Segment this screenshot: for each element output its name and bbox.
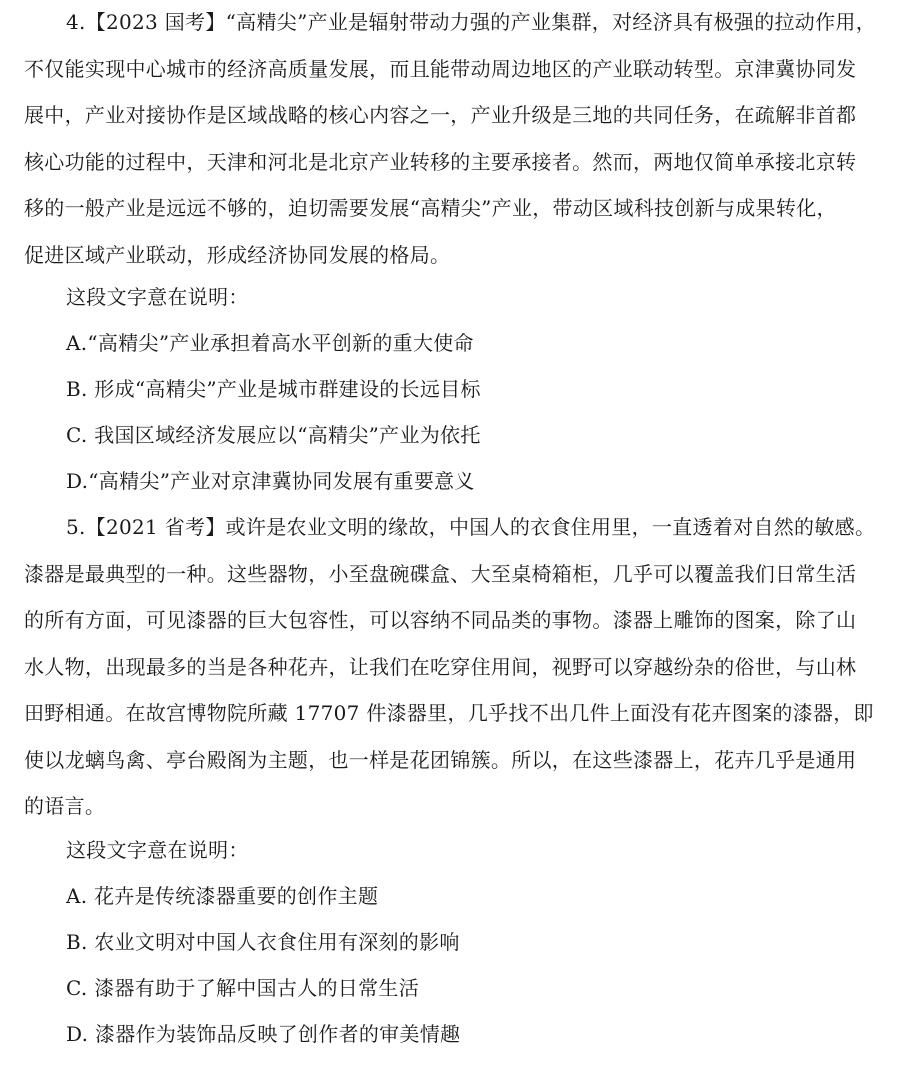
passage-text: “高精尖”产业是辐射带动力强的产业集群，对经济具有极强的拉动作用， — [225, 10, 876, 34]
question-number-tag: 5.【2021 省考】 — [66, 515, 226, 539]
passage-line: 展中，产业对接协作是区域战略的核心内容之一，产业升级是三地的共同任务，在疏解非首都 — [24, 103, 857, 127]
passage-line: 使以龙螭鸟禽、亭台殿阁为主题，也一样是花团锦簇。所以，在这些漆器上，花卉几乎是通用 — [24, 747, 857, 772]
question-4-option-a: A.“高精尖”产业承担着高水平创新的重大使命 — [66, 331, 474, 355]
passage-line — [24, 0, 888, 46]
passage-line: 促进区域产业联动，形成经济协同发展的格局。 — [24, 242, 451, 267]
passage-line: 不仅能实现中心城市的经济高质量发展，而且能带动周边地区的产业联动转型。京津冀协同发 — [24, 56, 857, 81]
passage-line — [24, 504, 888, 551]
passage-line: 的语言。 — [24, 794, 106, 818]
question-4-passage — [24, 0, 888, 278]
passage-line: 水人物，出现最多的当是各种花卉，让我们在吃穿住用间，视野可以穿越纷杂的俗世，与山林 — [24, 654, 857, 679]
question-4-prompt: 这段文字意在说明： — [66, 285, 249, 309]
question-5-option-d: D. 漆器作为装饰品反映了创作者的审美情趣 — [66, 1022, 461, 1046]
question-5-passage — [24, 504, 888, 830]
question-4-option-c: C. 我国区域经济发展应以“高精尖”产业为依托 — [66, 423, 481, 447]
question-5-prompt: 这段文字意在说明： — [66, 838, 249, 862]
passage-line: 漆器是最典型的一种。这些器物，小至盘碗碟盒、大至桌椅箱柜，几乎可以覆盖我们日常生活 — [24, 561, 857, 586]
question-5-option-c: C. 漆器有助于了解中国古人的日常生活 — [66, 976, 420, 1000]
passage-line: 的所有方面，可见漆器的巨大包容性，可以容纳不同品类的事物。漆器上雕饰的图案，除了山 — [24, 608, 857, 632]
passage-line: 田野相通。在故宫博物院所藏 17707 件漆器里，几乎找不出几件上面没有花卉图案的漆器，即 — [24, 701, 874, 725]
question-4-option-b: B. 形成“高精尖”产业是城市群建设的长远目标 — [66, 377, 481, 401]
passage-text: 或许是农业文明的缘故，中国人的衣食住用里，一直透着对自然的敏感。 — [225, 515, 876, 539]
passage-line: 移的一般产业是远远不够的，迫切需要发展“高精尖”产业，带动区域科技创新与成果转化， — [24, 196, 837, 220]
passage-line: 核心功能的过程中，天津和河北是北京产业转移的主要承接者。然而，两地仅简单承接北京转 — [24, 149, 857, 174]
question-4-option-d: D.“高精尖”产业对京津冀协同发展有重要意义 — [66, 469, 475, 493]
question-5-option-b: B. 农业文明对中国人衣食住用有深刻的影响 — [66, 930, 460, 954]
question-number-tag: 4.【2023 国考】 — [66, 10, 226, 34]
question-5-option-a: A. 花卉是传统漆器重要的创作主题 — [66, 884, 379, 908]
